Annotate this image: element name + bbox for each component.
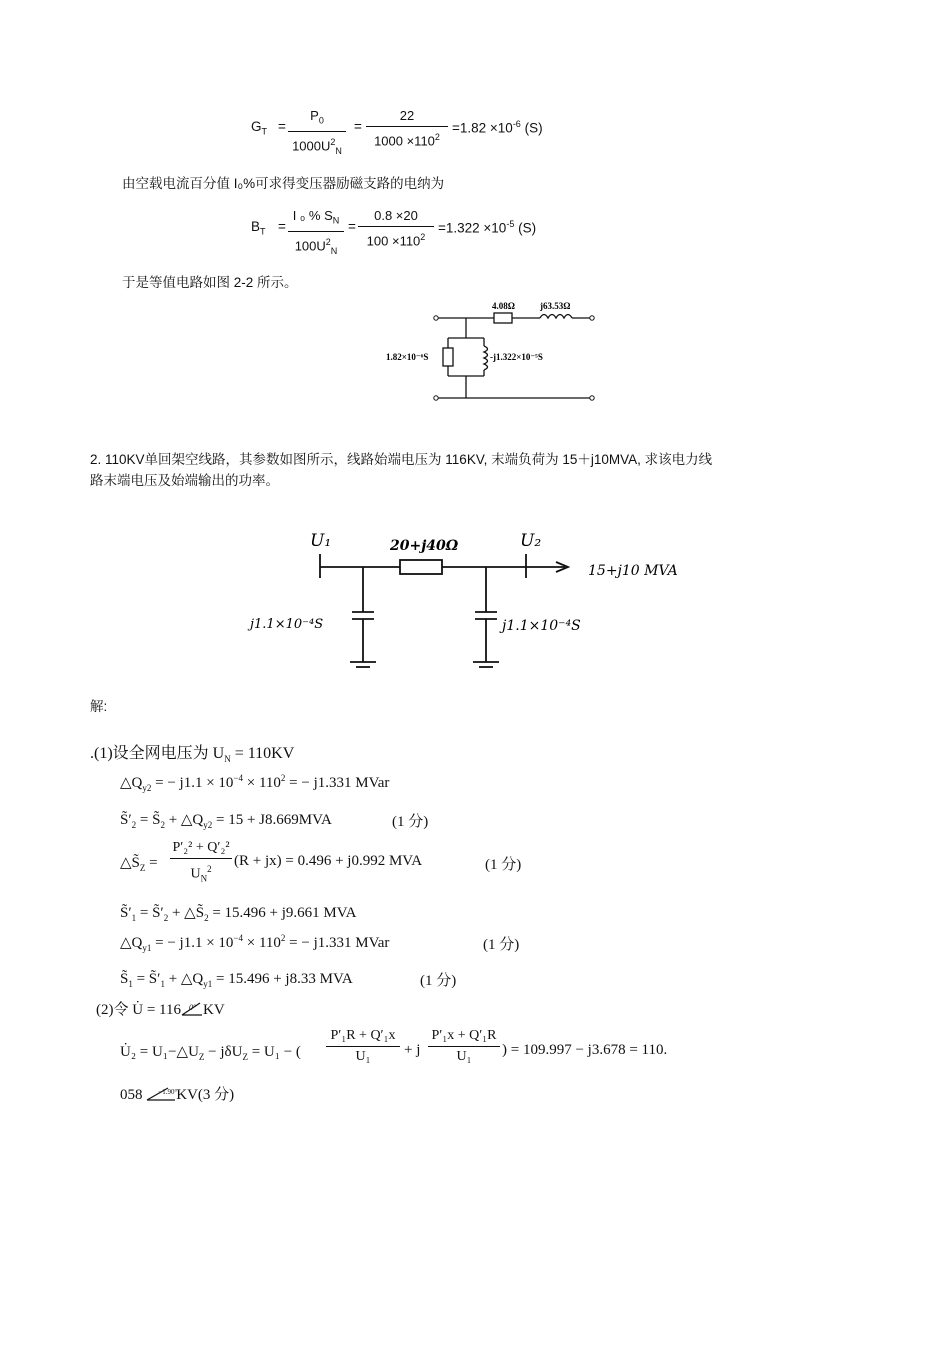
solution-line-delta-qy1: $\triangle Q_{y1}$ = − $j1.1 \times 10^{-4} \times 110^2$ = − j1.331 MVar xyxy=(120,933,390,953)
gt-fraction-2: 22 $1000 \times 110^2$ xyxy=(366,108,448,149)
solution-line-u2-lhs: U̇₂ = $U_1-\triangle U_Z - j\delta U_Z = U_1$ − ( xyxy=(120,1044,301,1062)
bt-result: $=1.322 \times 10^{-5}$ (S) xyxy=(438,219,537,236)
susceptance-label: -j1.322×10⁻⁵S xyxy=(490,352,543,362)
line-pi-circuit xyxy=(240,520,720,685)
u1-label: U₁ xyxy=(310,531,332,551)
paragraph-susceptance-intro: 由空载电流百分值 I₀%可求得变压器励磁支路的电纳为 xyxy=(122,176,445,191)
left-susceptance-label: j1.1×10⁻⁴S xyxy=(250,617,324,632)
solution-u2-plus-j: + j xyxy=(404,1042,421,1058)
terminal-bottom-right xyxy=(590,396,594,400)
bt-fraction-2: 0.8 ×20 $100 \times 110^2$ xyxy=(358,208,434,249)
solution-line-s1: $S̃_1$ = $S̃'_1$ + $\triangle Q_{y1} = 15.496 + j8.33$ MVA xyxy=(120,971,353,989)
solution-score-1: (1 分) xyxy=(392,814,429,830)
resistance-label: 4.08Ω xyxy=(492,301,515,311)
right-susceptance-label: j1.1×10⁻⁴S xyxy=(502,618,581,634)
conductance-label: 1.82×10⁻⁶S xyxy=(386,352,429,362)
solution-score-4: (1 分) xyxy=(420,973,457,989)
gt-symbol: G xyxy=(251,119,262,134)
impedance-label: 20+j40Ω xyxy=(390,538,459,554)
solution-line-s1-prime: $S̃'_1$ = $S̃'_2$ + $\triangle S̃_2 = 15.496 + j9.661$ MVA xyxy=(120,905,357,923)
solution-line-delta-sz-lhs: $\triangle S̃_Z$ = xyxy=(120,855,158,873)
problem-2-line-1: 2. 110KV单回架空线路，其参数如图所示，线路始端电压为 116KV, 末端负荷为 15＋j10MVA, 求该电力线 xyxy=(90,452,713,467)
solution-step-1-heading: .(1)设全网电压为 $U_N = 110KV$ xyxy=(90,745,295,765)
u2-label: U₂ xyxy=(520,531,542,551)
bt-symbol: B xyxy=(251,219,261,234)
solution-delta-sz-fraction: P′₂² + Q′₂² $U_N^2$ xyxy=(170,840,232,886)
terminal-bottom-left xyxy=(434,396,438,400)
problem-2-line-2: 路末端电压及始端输出的功率。 xyxy=(90,473,279,488)
gt-equals-2: = xyxy=(354,119,362,134)
bt-fraction-1: I ₀ % $S_N$ $100U^2_N$ xyxy=(288,208,344,259)
reactance-label: j63.53Ω xyxy=(540,301,571,311)
solution-u2-fraction-2: P′₁x + Q′₁R U₁ xyxy=(428,1028,500,1065)
angle-symbol-icon: 0° xyxy=(181,1002,203,1016)
solution-u2-fraction-1: P′₁R + Q′₁x U₁ xyxy=(326,1028,400,1065)
gt-equals-1: = xyxy=(278,119,286,134)
load-label: 15+j10 MVA xyxy=(588,563,678,579)
gt-result: $=1.82 \times 10^{-6}$ (S) xyxy=(452,119,543,136)
solution-label: 解: xyxy=(90,699,108,714)
transformer-equivalent-circuit xyxy=(380,296,620,412)
solution-score-2: (1 分) xyxy=(485,857,522,873)
terminal-top-right xyxy=(590,316,594,320)
solution-line-delta-sz-rhs: (R + jx) = 0.496 + j0.992 MVA xyxy=(234,853,423,869)
gt-fraction-1: $P_0$ $1000U^2_N$ xyxy=(288,108,346,159)
solution-u2-result: ) = 109.997 − j3.678 = 110. xyxy=(502,1042,668,1058)
solution-line-s2-prime: $S̃'_2$ = $S̃_2$ + $\triangle Q_{y2} = 15 + J8.669MVA$ xyxy=(120,812,332,830)
solution-line-delta-qy2: $\triangle Q_{y2}$ = − $j1.1 \times 10^{-4} \times 110^2$ = − j1.331 MVar xyxy=(120,773,390,793)
terminal-top-left xyxy=(434,316,438,320)
solution-step-2-heading: (2)令 U̇ = 116 0° KV xyxy=(96,1002,225,1018)
angle-symbol-icon: −1.90° xyxy=(146,1087,176,1101)
bt-equals-1: = xyxy=(278,219,286,234)
bt-equals-2: = xyxy=(348,219,356,234)
solution-final-line: 058 −1.90° KV(3 分) xyxy=(120,1087,235,1103)
solution-score-3: (1 分) xyxy=(483,937,520,953)
paragraph-circuit-ref: 于是等值电路如图 2-2 所示。 xyxy=(122,275,298,290)
